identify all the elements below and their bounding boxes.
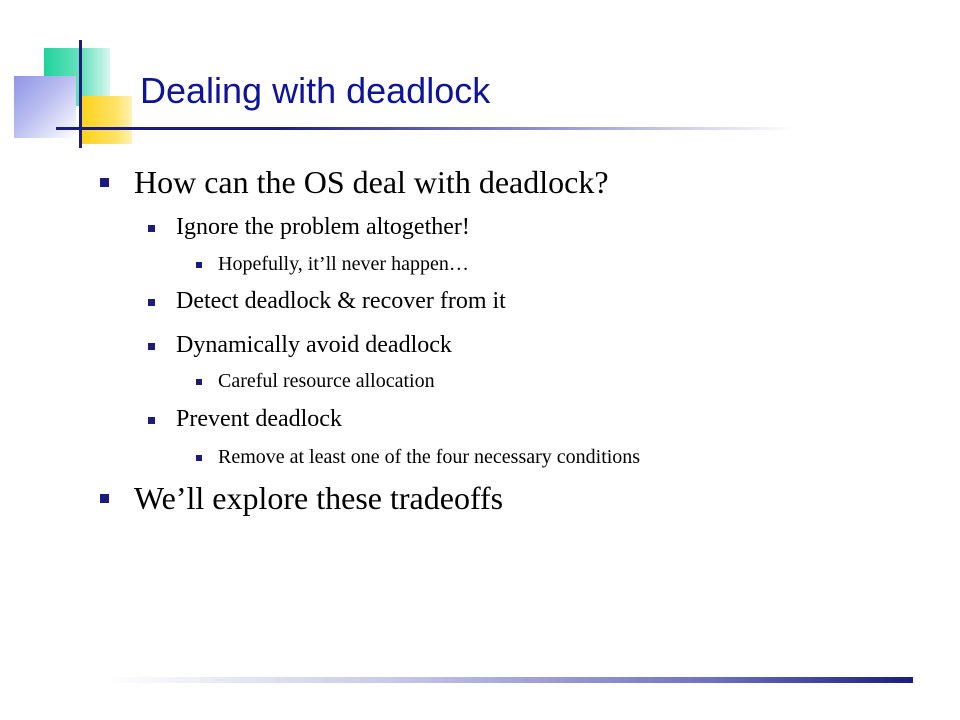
bullet-square-icon bbox=[148, 417, 155, 424]
bullet-text: Careful resource allocation bbox=[218, 370, 435, 392]
yellow-square bbox=[82, 96, 132, 144]
bullet-square-icon bbox=[148, 299, 155, 306]
bullet-square-icon bbox=[196, 262, 202, 268]
bullet-text: Detect deadlock & recover from it bbox=[176, 288, 506, 314]
decorative-logo bbox=[0, 0, 140, 160]
bullet-square-icon bbox=[148, 225, 155, 232]
title-underline bbox=[56, 127, 796, 130]
bullet-square-icon bbox=[196, 379, 202, 385]
bullet-text: We’ll explore these tradeoffs bbox=[134, 480, 504, 516]
bullet-square-icon bbox=[196, 455, 202, 461]
bullet-square-icon bbox=[148, 343, 155, 350]
bullet-text: How can the OS deal with deadlock? bbox=[134, 164, 609, 200]
bullet-text: Remove at least one of the four necessary conditions bbox=[218, 446, 641, 468]
bullet-text: Hopefully, it’ll never happen… bbox=[218, 253, 469, 275]
vertical-rule bbox=[79, 40, 82, 148]
bullet-text: Ignore the problem altogether! bbox=[176, 214, 470, 240]
bullet-text: Prevent deadlock bbox=[176, 406, 342, 432]
slide-title: Dealing with deadlock bbox=[140, 70, 491, 111]
bullet-text: Dynamically avoid deadlock bbox=[176, 332, 452, 358]
bullet-square-icon bbox=[100, 178, 109, 187]
footer-rule bbox=[108, 677, 913, 683]
bullet-square-icon bbox=[100, 494, 109, 503]
